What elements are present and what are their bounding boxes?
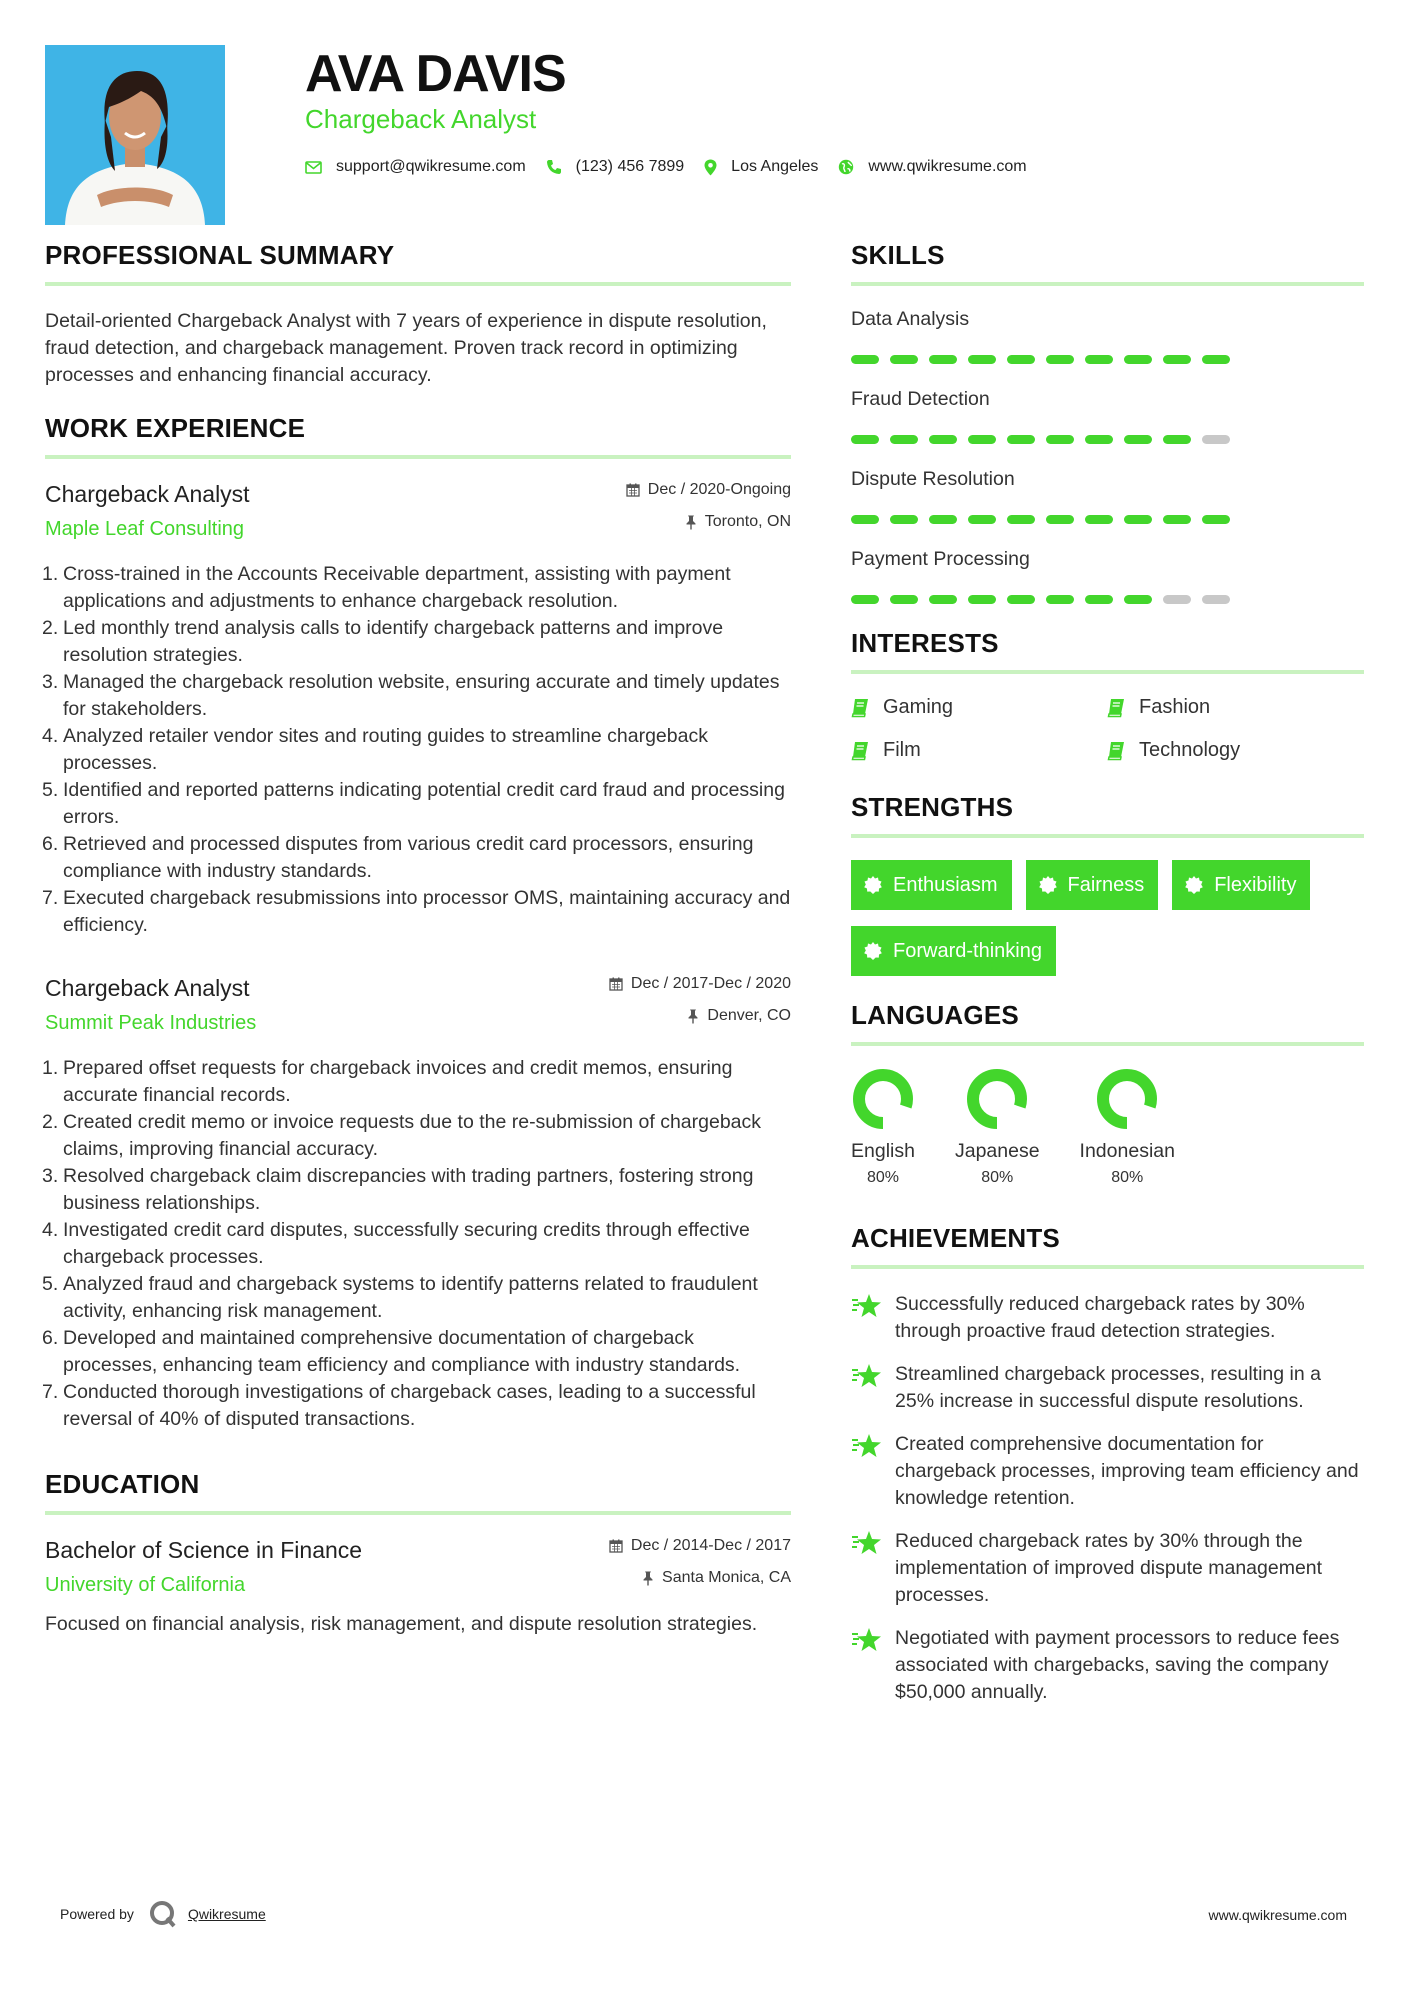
- skill-dash-filled: [851, 355, 879, 364]
- job-header: [45, 975, 791, 1035]
- duty-number: 1.: [42, 1057, 59, 1079]
- duty-text: Executed chargeback resubmissions into processor OMS, maintaining accuracy and efficiency.: [63, 887, 791, 936]
- skill-name: Dispute Resolution: [851, 468, 1015, 490]
- skill-dash-filled: [1202, 355, 1230, 364]
- footer-website[interactable]: www.qwikresume.com: [1208, 1907, 1347, 1923]
- duty-item: [42, 1379, 791, 1433]
- skill-name: Data Analysis: [851, 308, 970, 330]
- strength-tag: [851, 860, 1012, 910]
- skill-dash-empty: [1202, 595, 1230, 604]
- brand-link[interactable]: Qwikresume: [187, 1906, 266, 1922]
- interest-label: Film: [883, 739, 921, 761]
- strength-list: [851, 860, 1364, 992]
- duty-number: 6.: [42, 1327, 59, 1349]
- book-icon: [851, 741, 869, 761]
- skill-dash-filled: [1007, 435, 1035, 444]
- achievement-text: Created comprehensive documentation for chargeback processes, improving team efficiency and knowledge retention.: [895, 1433, 1359, 1509]
- strength-tag: [1172, 860, 1310, 910]
- duty-text: Led monthly trend analysis calls to identify chargeback patterns and improve resolution strategies.: [63, 617, 724, 666]
- interest-item: [1107, 739, 1363, 762]
- left-column: [42, 240, 791, 1638]
- star-icon: [851, 1627, 883, 1653]
- interest-item: [851, 696, 1107, 719]
- duty-item: [42, 1271, 791, 1325]
- badge-icon: [863, 875, 883, 895]
- job-dates: [609, 975, 791, 993]
- duty-item: [42, 1217, 791, 1271]
- language-ring: [966, 1068, 1028, 1130]
- skill-dash-filled: [968, 435, 996, 444]
- skill-item: [851, 548, 1364, 604]
- duty-number: 6.: [42, 833, 59, 855]
- skill-dash-filled: [1007, 595, 1035, 604]
- education-section: [45, 1469, 791, 1638]
- skill-dash-filled: [1085, 515, 1113, 524]
- skill-dash-empty: [1163, 595, 1191, 604]
- person-illustration: [45, 45, 225, 225]
- skill-item: [851, 308, 1364, 364]
- skill-dash-filled: [929, 435, 957, 444]
- degree-title: Bachelor of Science in Finance: [45, 1537, 363, 1563]
- summary-section: [45, 240, 791, 389]
- duty-number: 2.: [42, 1111, 59, 1133]
- globe-icon: [838, 159, 854, 175]
- education-header: [45, 1537, 791, 1597]
- book-icon: [1107, 741, 1125, 761]
- skill-dash-filled: [1085, 435, 1113, 444]
- languages-section: [851, 1000, 1364, 1187]
- skill-dash-filled: [1085, 595, 1113, 604]
- candidate-role: Chargeback Analyst: [305, 104, 537, 134]
- education-title: EDUCATION: [45, 1469, 200, 1499]
- contact-bar: [305, 158, 1047, 176]
- duty-text: Cross-trained in the Accounts Receivable department, assisting with payment applications and adjustments to enhance chargeback resolution.: [63, 563, 731, 612]
- job-entry: [42, 975, 791, 1433]
- map-pin-icon: [704, 159, 717, 176]
- badge-icon: [1184, 875, 1204, 895]
- skill-dash-filled: [1007, 355, 1035, 364]
- duty-text: Analyzed fraud and chargeback systems to identify patterns related to fraudulent activity, enhancing risk management.: [63, 1273, 758, 1322]
- duty-text: Created credit memo or invoice requests due to the re-submission of chargeback claims, improving financial accuracy.: [63, 1111, 762, 1160]
- company-name: Summit Peak Industries: [45, 1012, 257, 1034]
- language-name: English: [851, 1140, 915, 1162]
- strength-tag: [1026, 860, 1159, 910]
- achievement-item: [851, 1431, 1364, 1512]
- skill-dash-filled: [1124, 355, 1152, 364]
- skill-dash-filled: [1046, 515, 1074, 524]
- language-item: [1080, 1068, 1175, 1187]
- section-divider: [851, 1042, 1364, 1046]
- skill-dash-filled: [968, 595, 996, 604]
- duty-item: [42, 831, 791, 885]
- summary-title: PROFESSIONAL SUMMARY: [45, 240, 395, 270]
- skill-dash-filled: [1046, 595, 1074, 604]
- job-title: Chargeback Analyst: [45, 481, 250, 507]
- achievement-text: Reduced chargeback rates by 30% through the implementation of improved dispute management processes.: [895, 1530, 1323, 1606]
- duty-number: 3.: [42, 671, 59, 693]
- duty-number: 4.: [42, 725, 59, 747]
- envelope-icon: [305, 161, 322, 174]
- language-percent: 80%: [981, 1169, 1014, 1186]
- language-item: [955, 1068, 1040, 1187]
- contact-phone[interactable]: [546, 158, 685, 176]
- skill-level-bar: [851, 355, 1364, 364]
- skill-dash-filled: [890, 515, 918, 524]
- duty-number: 5.: [42, 1273, 59, 1295]
- language-percent: 80%: [866, 1169, 899, 1186]
- skill-dash-filled: [929, 515, 957, 524]
- education-location: [609, 1569, 791, 1587]
- job-header: [45, 481, 791, 541]
- duty-list: [42, 561, 791, 939]
- star-icon: [851, 1293, 883, 1319]
- job-dates-text: Dec / 2017-Dec / 2020: [630, 975, 791, 992]
- job-list: [42, 481, 791, 1433]
- interest-item: [1107, 696, 1363, 719]
- strength-label: Fairness: [1067, 873, 1145, 896]
- duty-text: Managed the chargeback resolution website, ensuring accurate and timely updates for stakeholders.: [63, 671, 780, 720]
- badge-icon: [1038, 875, 1058, 895]
- contact-website[interactable]: [838, 158, 1026, 176]
- contact-location: [704, 158, 818, 176]
- skills-title: SKILLS: [851, 240, 945, 270]
- skill-dash-filled: [890, 595, 918, 604]
- job-dates: [626, 481, 791, 499]
- skill-name: Fraud Detection: [851, 388, 990, 410]
- skill-dash-filled: [1163, 355, 1191, 364]
- skill-dash-filled: [968, 355, 996, 364]
- achievement-list: [851, 1291, 1364, 1706]
- phone-text: (123) 456 7899: [575, 158, 685, 175]
- section-divider: [45, 1511, 791, 1515]
- calendar-icon: [609, 1539, 623, 1553]
- strength-label: Enthusiasm: [893, 873, 998, 896]
- skill-dash-filled: [1124, 435, 1152, 444]
- duty-number: 4.: [42, 1219, 59, 1241]
- duty-number: 7.: [42, 1381, 59, 1403]
- skill-level-bar: [851, 435, 1364, 444]
- achievements-title: ACHIEVEMENTS: [851, 1223, 1060, 1253]
- book-icon: [851, 698, 869, 718]
- job-location-text: Denver, CO: [707, 1007, 791, 1024]
- strength-label: Forward-thinking: [893, 939, 1042, 962]
- badge-icon: [863, 941, 883, 961]
- education-dates: [609, 1537, 791, 1555]
- skill-dash-filled: [851, 435, 879, 444]
- pushpin-icon: [642, 1571, 654, 1586]
- duty-text: Identified and reported patterns indicating potential credit card fraud and processing errors.: [63, 779, 785, 828]
- language-item: [851, 1068, 915, 1187]
- skill-name: Payment Processing: [851, 548, 1030, 570]
- duty-item: [42, 561, 791, 615]
- skill-level-bar: [851, 515, 1364, 524]
- section-divider: [45, 282, 791, 286]
- strength-label: Flexibility: [1214, 873, 1297, 896]
- duty-item: [42, 669, 791, 723]
- duty-list: [42, 1055, 791, 1433]
- star-icon: [851, 1530, 883, 1556]
- star-icon: [851, 1363, 883, 1389]
- star-icon: [851, 1433, 883, 1459]
- skills-section: [851, 240, 1364, 604]
- skill-dash-filled: [1007, 515, 1035, 524]
- duty-text: Retrieved and processed disputes from various credit card processors, ensuring compliance with industry standards.: [63, 833, 754, 882]
- calendar-icon: [609, 977, 623, 991]
- language-ring: [1096, 1068, 1158, 1130]
- language-name: Indonesian: [1079, 1140, 1175, 1162]
- duty-text: Analyzed retailer vendor sites and routing guides to streamline chargeback processes.: [63, 725, 708, 774]
- skill-dash-filled: [851, 515, 879, 524]
- skill-dash-filled: [1202, 515, 1230, 524]
- duty-text: Prepared offset requests for chargeback invoices and credit memos, ensuring accurate financial records.: [63, 1057, 733, 1106]
- right-column: [851, 240, 1364, 1722]
- duty-item: [42, 615, 791, 669]
- skill-dash-filled: [1085, 355, 1113, 364]
- duty-item: [42, 723, 791, 777]
- skill-dash-filled: [890, 355, 918, 364]
- duty-item: [42, 777, 791, 831]
- skill-dash-filled: [929, 355, 957, 364]
- interests-title: INTERESTS: [851, 628, 999, 658]
- interests-section: [851, 628, 1364, 762]
- skill-dash-empty: [1202, 435, 1230, 444]
- section-divider: [851, 834, 1364, 838]
- skill-item: [851, 388, 1364, 444]
- skill-dash-filled: [968, 515, 996, 524]
- powered-by-text: Powered by: [60, 1906, 134, 1922]
- duty-item: [42, 1325, 791, 1379]
- skill-item: [851, 468, 1364, 524]
- profile-photo: [45, 45, 225, 225]
- language-ring: [852, 1068, 914, 1130]
- job-location: [626, 513, 791, 531]
- job-title: Chargeback Analyst: [45, 975, 250, 1001]
- duty-text: Investigated credit card disputes, successfully securing credits through effective chargeback processes.: [63, 1219, 750, 1268]
- skill-dash-filled: [890, 435, 918, 444]
- skill-dash-filled: [851, 595, 879, 604]
- achievement-text: Negotiated with payment processors to reduce fees associated with chargebacks, saving the company $50,000 annually.: [895, 1627, 1340, 1703]
- skill-dash-filled: [1124, 515, 1152, 524]
- achievement-item: [851, 1625, 1364, 1706]
- language-name: Japanese: [954, 1140, 1040, 1162]
- interest-label: Technology: [1139, 739, 1241, 761]
- experience-section: [42, 413, 791, 1433]
- phone-icon: [546, 159, 562, 175]
- school-name: University of California: [45, 1574, 246, 1596]
- duty-text: Conducted thorough investigations of chargeback cases, leading to a successful reversal of 40% of disputed transactions.: [63, 1381, 756, 1430]
- skill-dash-filled: [1163, 435, 1191, 444]
- duty-text: Developed and maintained comprehensive documentation of chargeback processes, enhancing team efficiency and compliance with industry standards.: [63, 1327, 741, 1376]
- section-divider: [851, 282, 1364, 286]
- duty-item: [42, 1055, 791, 1109]
- skill-dash-filled: [1163, 515, 1191, 524]
- qwikresume-logo-icon: [148, 1899, 178, 1929]
- experience-title: WORK EXPERIENCE: [45, 413, 306, 443]
- company-name: Maple Leaf Consulting: [45, 518, 245, 540]
- job-location-text: Toronto, ON: [704, 513, 791, 530]
- skill-level-bar: [851, 595, 1364, 604]
- duty-number: 5.: [42, 779, 59, 801]
- skill-dash-filled: [929, 595, 957, 604]
- job-entry: [42, 481, 791, 939]
- duty-number: 7.: [42, 887, 59, 909]
- achievement-item: [851, 1291, 1364, 1345]
- contact-email[interactable]: [305, 158, 526, 176]
- language-percent: 80%: [1111, 1169, 1144, 1186]
- duty-text: Resolved chargeback claim discrepancies with trading partners, fostering strong business relationships.: [63, 1165, 754, 1214]
- interest-item: [851, 739, 1107, 762]
- job-location: [609, 1007, 791, 1025]
- language-list: [851, 1068, 1364, 1187]
- footer-branding: [60, 1899, 266, 1929]
- skill-dash-filled: [1046, 355, 1074, 364]
- interest-label: Fashion: [1139, 696, 1211, 718]
- strengths-title: STRENGTHS: [851, 792, 1014, 822]
- education-text: Focused on financial analysis, risk management, and dispute resolution strategies.: [45, 1613, 758, 1635]
- duty-item: [42, 1109, 791, 1163]
- book-icon: [1107, 698, 1125, 718]
- job-dates-text: Dec / 2020-Ongoing: [647, 481, 791, 498]
- section-divider: [851, 670, 1364, 674]
- skill-list: [851, 308, 1364, 604]
- skill-dash-filled: [1124, 595, 1152, 604]
- duty-number: 2.: [42, 617, 59, 639]
- email-text: support@qwikresume.com: [336, 158, 526, 175]
- location-text: Los Angeles: [731, 158, 819, 175]
- achievement-text: Successfully reduced chargeback rates by 30% through proactive fraud detection strategies.: [895, 1293, 1305, 1342]
- achievements-section: [851, 1223, 1364, 1706]
- section-divider: [851, 1265, 1364, 1269]
- languages-title: LANGUAGES: [851, 1000, 1019, 1030]
- interest-list: [851, 696, 1364, 762]
- duty-item: [42, 885, 791, 939]
- interest-label: Gaming: [883, 696, 954, 718]
- summary-text: Detail-oriented Chargeback Analyst with 7 years of experience in dispute resolution, fraud detection, and chargeback management. Proven track record in optimizing processes and enhancing financial accuracy.: [45, 310, 767, 386]
- duty-item: [42, 1163, 791, 1217]
- pushpin-icon: [687, 1009, 699, 1024]
- duty-number: 1.: [42, 563, 59, 585]
- section-divider: [45, 455, 791, 459]
- education-location-text: Santa Monica, CA: [662, 1569, 791, 1586]
- candidate-name: AVA DAVIS: [305, 45, 566, 103]
- achievement-text: Streamlined chargeback processes, resulting in a 25% increase in successful dispute resolutions.: [895, 1363, 1321, 1412]
- duty-number: 3.: [42, 1165, 59, 1187]
- strengths-section: [851, 792, 1364, 992]
- skill-dash-filled: [1046, 435, 1074, 444]
- achievement-item: [851, 1528, 1364, 1609]
- education-dates-text: Dec / 2014-Dec / 2017: [630, 1537, 791, 1554]
- achievement-item: [851, 1361, 1364, 1415]
- website-text: www.qwikresume.com: [868, 158, 1027, 175]
- pushpin-icon: [685, 515, 697, 530]
- calendar-icon: [626, 483, 640, 497]
- strength-tag: [851, 926, 1056, 976]
